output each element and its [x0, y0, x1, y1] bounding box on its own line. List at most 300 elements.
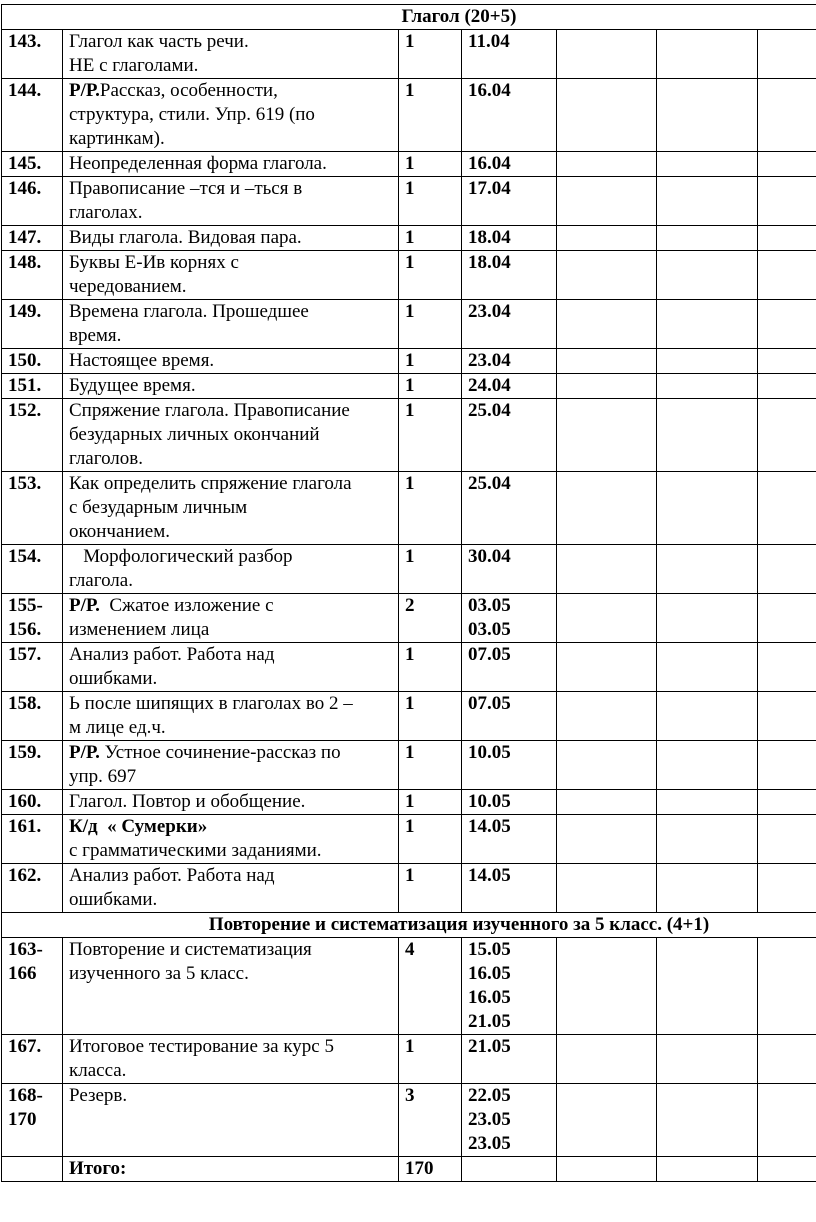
lesson-topic: [63, 1084, 399, 1157]
empty-cell: [657, 864, 758, 913]
table-row: [2, 374, 816, 399]
topic-line: [69, 54, 394, 78]
empty-cell: [557, 594, 657, 643]
topic-line: [69, 643, 394, 667]
lesson-topic: [63, 741, 399, 790]
date-line: 24.04: [468, 375, 511, 396]
lesson-number: [2, 938, 63, 1035]
lesson-date: [462, 1035, 557, 1084]
lesson-number: [2, 300, 63, 349]
lesson-hours: 1: [399, 177, 462, 226]
lesson-number-line: 170: [8, 1109, 37, 1130]
topic-text: структура, стили. Упр. 619 (по: [69, 104, 315, 125]
lesson-number-line: 144.: [8, 80, 42, 101]
empty-cell: [657, 545, 758, 594]
topic-text: Анализ работ. Работа над: [69, 644, 275, 665]
lesson-date: [462, 79, 557, 152]
table-row: [2, 399, 816, 472]
topic-text: время.: [69, 325, 122, 346]
lesson-topic: [63, 251, 399, 300]
topic-text: Повторение и систематизация: [69, 939, 312, 960]
table-row: [2, 226, 816, 251]
lesson-hours: 2: [399, 594, 462, 643]
table-row: [2, 790, 816, 815]
empty-cell: [657, 374, 758, 399]
date-line: 14.05: [468, 865, 511, 886]
lesson-number: [2, 177, 63, 226]
table-row: [2, 152, 816, 177]
lesson-date: [462, 472, 557, 545]
total-row: [2, 1157, 816, 1182]
table-row: [2, 177, 816, 226]
empty-cell: [758, 226, 816, 251]
lesson-number: [2, 399, 63, 472]
date-line: 10.05: [468, 791, 511, 812]
lesson-hours: 1: [399, 251, 462, 300]
topic-text: Устное сочинение-рассказ по: [99, 742, 341, 763]
lesson-date: [462, 177, 557, 226]
topic-text: с грамматическими заданиями.: [69, 840, 322, 861]
topic-text: Будущее время.: [69, 375, 196, 396]
topic-line: [69, 1084, 394, 1108]
lesson-number-line: 151.: [8, 375, 42, 396]
lesson-hours: 1: [399, 152, 462, 177]
table-row: [2, 1084, 816, 1157]
empty-cell: [657, 300, 758, 349]
lesson-topic: [63, 545, 399, 594]
empty-cell: [657, 1035, 758, 1084]
topic-text: НЕ с глаголами.: [69, 55, 199, 76]
topic-line: [69, 374, 394, 398]
empty-cell: [657, 30, 758, 79]
topic-line: [69, 349, 394, 373]
empty-cell: [758, 815, 816, 864]
lesson-topic: [63, 399, 399, 472]
empty-cell: [758, 300, 816, 349]
empty-cell: [557, 30, 657, 79]
lesson-hours: 1: [399, 472, 462, 545]
empty-cell: [657, 349, 758, 374]
topic-line: [69, 399, 394, 423]
topic-line: [69, 594, 394, 618]
lesson-date: [462, 374, 557, 399]
topic-text: окончанием.: [69, 521, 170, 542]
topic-line: [69, 226, 394, 250]
lesson-date: [462, 226, 557, 251]
empty-cell: [758, 399, 816, 472]
topic-line: [69, 888, 394, 912]
lesson-number: [2, 374, 63, 399]
topic-line: [69, 692, 394, 716]
date-line: 21.05: [468, 1011, 511, 1032]
topic-text: Глагол. Повтор и обобщение.: [69, 791, 306, 812]
lesson-topic: [63, 643, 399, 692]
lesson-number-line: 158.: [8, 693, 42, 714]
section-title-verb: Глагол (20+5): [2, 5, 816, 30]
topic-text: Виды глагола. Видовая пара.: [69, 227, 302, 248]
topic-text: глаголах.: [69, 202, 143, 223]
empty-cell: [758, 1157, 816, 1182]
lesson-number-line: 145.: [8, 153, 42, 174]
date-line: 16.05: [468, 963, 511, 984]
empty-cell: [557, 938, 657, 1035]
topic-line: [69, 103, 394, 127]
empty-cell: [758, 374, 816, 399]
topic-line: [69, 127, 394, 151]
topic-text: класса.: [69, 1060, 127, 1081]
empty-cell: [557, 300, 657, 349]
date-line: 23.05: [468, 1109, 511, 1130]
date-line: 23.04: [468, 301, 511, 322]
lesson-hours: 1: [399, 349, 462, 374]
lesson-number-line: 157.: [8, 644, 42, 665]
empty-cell: [657, 594, 758, 643]
lesson-hours: 1: [399, 790, 462, 815]
topic-text: Анализ работ. Работа над: [69, 865, 275, 886]
topic-line: [69, 79, 394, 103]
lesson-date: [462, 790, 557, 815]
lesson-hours: 4: [399, 938, 462, 1035]
empty-cell: [657, 692, 758, 741]
lesson-number-line: 148.: [8, 252, 42, 273]
topic-prefix: К/д « Сумерки»: [69, 816, 208, 837]
topic-text: Спряжение глагола. Правописание: [69, 400, 350, 421]
topic-line: [69, 520, 394, 544]
topic-text: картинкам).: [69, 128, 165, 149]
topic-text: глаголов.: [69, 448, 144, 469]
date-line: 21.05: [468, 1036, 511, 1057]
empty-cell: [462, 1157, 557, 1182]
lesson-hours: 1: [399, 864, 462, 913]
date-line: 14.05: [468, 816, 511, 837]
topic-line: [69, 938, 394, 962]
lesson-number-line: 162.: [8, 865, 42, 886]
lesson-topic: [63, 815, 399, 864]
date-line: 15.05: [468, 939, 511, 960]
lesson-hours: 1: [399, 815, 462, 864]
empty-cell: [557, 741, 657, 790]
lesson-date: [462, 251, 557, 300]
empty-cell: [657, 938, 758, 1035]
lesson-number-line: 166: [8, 963, 37, 984]
lesson-number: [2, 643, 63, 692]
empty-cell: [758, 790, 816, 815]
empty-cell: [557, 79, 657, 152]
lesson-topic: [63, 374, 399, 399]
lesson-number-line: 155-: [8, 595, 43, 616]
lesson-number: [2, 545, 63, 594]
topic-text: Правописание –тся и –ться в: [69, 178, 303, 199]
lesson-topic: [63, 692, 399, 741]
topic-line: [69, 1035, 394, 1059]
empty-cell: [657, 79, 758, 152]
lesson-date: [462, 300, 557, 349]
table-row: [2, 594, 816, 643]
lesson-number-line: 146.: [8, 178, 42, 199]
empty-cell: [758, 79, 816, 152]
topic-line: [69, 716, 394, 740]
topic-text: Настоящее время.: [69, 350, 215, 371]
lesson-topic: [63, 594, 399, 643]
lesson-number: [2, 692, 63, 741]
lesson-number: [2, 594, 63, 643]
empty-cell: [758, 545, 816, 594]
empty-cell: [758, 30, 816, 79]
section-header-row: [2, 913, 816, 938]
lesson-number-line: 147.: [8, 227, 42, 248]
lesson-date: [462, 864, 557, 913]
empty-cell: [557, 177, 657, 226]
topic-line: [69, 201, 394, 225]
lesson-date: [462, 152, 557, 177]
topic-text: Времена глагола. Прошедшее: [69, 301, 309, 322]
lesson-hours: 1: [399, 399, 462, 472]
empty-cell: [657, 177, 758, 226]
lesson-number: [2, 815, 63, 864]
empty-cell: [557, 545, 657, 594]
section-header-row: [2, 5, 816, 30]
lesson-hours: 3: [399, 1084, 462, 1157]
date-line: 30.04: [468, 546, 511, 567]
date-line: 03.05: [468, 619, 511, 640]
date-line: 07.05: [468, 644, 511, 665]
lesson-number: [2, 226, 63, 251]
empty-cell: [557, 790, 657, 815]
empty-cell: [557, 399, 657, 472]
lesson-topic: [63, 226, 399, 251]
lesson-date: [462, 349, 557, 374]
empty-cell: [758, 349, 816, 374]
topic-text: Итоговое тестирование за курс 5: [69, 1036, 334, 1057]
lesson-number: [2, 864, 63, 913]
lesson-hours: 1: [399, 741, 462, 790]
empty-cell: [557, 864, 657, 913]
topic-text: ошибками.: [69, 889, 158, 910]
empty-cell: [657, 226, 758, 251]
empty-cell: [758, 177, 816, 226]
lesson-topic: [63, 177, 399, 226]
table-row: [2, 864, 816, 913]
topic-line: [69, 177, 394, 201]
empty-cell: [657, 1157, 758, 1182]
total-hours: 170: [399, 1157, 462, 1182]
lesson-hours: 1: [399, 643, 462, 692]
topic-text: изменением лица: [69, 619, 210, 640]
table-row: [2, 251, 816, 300]
table-row: [2, 1035, 816, 1084]
empty-cell: [758, 938, 816, 1035]
empty-cell: [557, 472, 657, 545]
lesson-topic: [63, 472, 399, 545]
table-row: [2, 741, 816, 790]
lesson-topic: [63, 30, 399, 79]
topic-line: [69, 251, 394, 275]
empty-cell: [557, 1035, 657, 1084]
date-line: 18.04: [468, 252, 511, 273]
table-row: [2, 300, 816, 349]
topic-line: [69, 300, 394, 324]
table-row: [2, 30, 816, 79]
empty-cell: [557, 643, 657, 692]
empty-cell: [557, 251, 657, 300]
date-line: 23.04: [468, 350, 511, 371]
date-line: 03.05: [468, 595, 511, 616]
empty-cell: [657, 815, 758, 864]
topic-text: Рассказ, особенности,: [99, 80, 278, 101]
lesson-number-line: 160.: [8, 791, 42, 812]
topic-text: чередованием.: [69, 276, 187, 297]
topic-line: [69, 152, 394, 176]
empty-cell: [758, 1084, 816, 1157]
empty-cell: [557, 1157, 657, 1182]
lesson-hours: 1: [399, 692, 462, 741]
lesson-number-line: 167.: [8, 1036, 42, 1057]
empty-cell: [657, 643, 758, 692]
lesson-hours: 1: [399, 226, 462, 251]
empty-cell: [758, 472, 816, 545]
lesson-number-line: 153.: [8, 473, 42, 494]
empty-cell: [2, 1157, 63, 1182]
topic-text: Морфологический разбор: [69, 546, 293, 567]
topic-line: [69, 765, 394, 789]
lesson-date: [462, 1084, 557, 1157]
empty-cell: [657, 1084, 758, 1157]
date-line: 18.04: [468, 227, 511, 248]
empty-cell: [557, 226, 657, 251]
lesson-hours: 1: [399, 30, 462, 79]
topic-line: [69, 496, 394, 520]
empty-cell: [657, 399, 758, 472]
topic-text: Глагол как часть речи.: [69, 31, 249, 52]
empty-cell: [758, 692, 816, 741]
lesson-number-line: 159.: [8, 742, 42, 763]
topic-text: Буквы Е-Ив корнях с: [69, 252, 239, 273]
lesson-number-line: 163-: [8, 939, 43, 960]
date-line: 16.04: [468, 153, 511, 174]
lesson-number-line: 152.: [8, 400, 42, 421]
topic-line: [69, 30, 394, 54]
lesson-topic: [63, 300, 399, 349]
empty-cell: [758, 152, 816, 177]
empty-cell: [557, 349, 657, 374]
lesson-hours: 1: [399, 374, 462, 399]
total-label: Итого:: [63, 1157, 399, 1182]
lesson-number: [2, 251, 63, 300]
lesson-number-line: 156.: [8, 619, 42, 640]
date-line: 11.04: [468, 31, 510, 52]
topic-text: изученного за 5 класс.: [69, 963, 249, 984]
lesson-number: [2, 79, 63, 152]
empty-cell: [758, 1035, 816, 1084]
lesson-topic: [63, 938, 399, 1035]
topic-text: глагола.: [69, 570, 133, 591]
topic-line: [69, 839, 394, 863]
lesson-date: [462, 938, 557, 1035]
lesson-hours: 1: [399, 1035, 462, 1084]
topic-text: Ь после шипящих в глаголах во 2 –: [69, 693, 353, 714]
lesson-number: [2, 1084, 63, 1157]
date-line: 16.04: [468, 80, 511, 101]
lesson-number-line: 154.: [8, 546, 42, 567]
lesson-date: [462, 30, 557, 79]
topic-line: [69, 472, 394, 496]
lesson-date: [462, 815, 557, 864]
date-line: 07.05: [468, 693, 511, 714]
topic-line: [69, 815, 394, 839]
lesson-number-line: 149.: [8, 301, 42, 322]
lesson-plan-table: [1, 4, 816, 1182]
date-line: 25.04: [468, 473, 511, 494]
table-row: [2, 815, 816, 864]
empty-cell: [758, 643, 816, 692]
table-row: [2, 79, 816, 152]
lesson-date: [462, 545, 557, 594]
topic-text: ошибками.: [69, 668, 158, 689]
topic-text: Сжатое изложение с: [99, 595, 274, 616]
topic-line: [69, 962, 394, 986]
date-line: 16.05: [468, 987, 511, 1008]
table-row: [2, 545, 816, 594]
topic-line: [69, 618, 394, 642]
lesson-number: [2, 1035, 63, 1084]
empty-cell: [657, 251, 758, 300]
topic-line: [69, 545, 394, 569]
lesson-date: [462, 594, 557, 643]
topic-line: [69, 790, 394, 814]
topic-line: [69, 275, 394, 299]
topic-text: Резерв.: [69, 1085, 128, 1106]
lesson-number: [2, 741, 63, 790]
date-line: 25.04: [468, 400, 511, 421]
section-title-review: Повторение и систематизация изученного за 5 класс. (4+1): [2, 913, 816, 938]
date-line: 17.04: [468, 178, 511, 199]
lesson-date: [462, 643, 557, 692]
lesson-number: [2, 349, 63, 374]
topic-text: м лице ед.ч.: [69, 717, 166, 738]
table-row: [2, 643, 816, 692]
date-line: 22.05: [468, 1085, 511, 1106]
table-row: [2, 692, 816, 741]
topic-line: [69, 324, 394, 348]
lesson-date: [462, 399, 557, 472]
topic-text: безударных личных окончаний: [69, 424, 320, 445]
empty-cell: [557, 152, 657, 177]
lesson-hours: 1: [399, 79, 462, 152]
topic-prefix: Р/Р.: [69, 595, 100, 616]
empty-cell: [758, 741, 816, 790]
date-line: 10.05: [468, 742, 511, 763]
topic-text: Неопределенная форма глагола.: [69, 153, 327, 174]
empty-cell: [657, 472, 758, 545]
lesson-topic: [63, 349, 399, 374]
topic-line: [69, 423, 394, 447]
lesson-number-line: 161.: [8, 816, 42, 837]
topic-line: [69, 569, 394, 593]
topic-line: [69, 741, 394, 765]
table-row: [2, 349, 816, 374]
lesson-number: [2, 790, 63, 815]
empty-cell: [758, 864, 816, 913]
lesson-date: [462, 741, 557, 790]
topic-line: [69, 447, 394, 471]
lesson-number: [2, 30, 63, 79]
empty-cell: [657, 152, 758, 177]
empty-cell: [557, 374, 657, 399]
topic-prefix: Р/Р.: [69, 742, 100, 763]
topic-line: [69, 667, 394, 691]
lesson-topic: [63, 79, 399, 152]
topic-text: с безударным личным: [69, 497, 248, 518]
